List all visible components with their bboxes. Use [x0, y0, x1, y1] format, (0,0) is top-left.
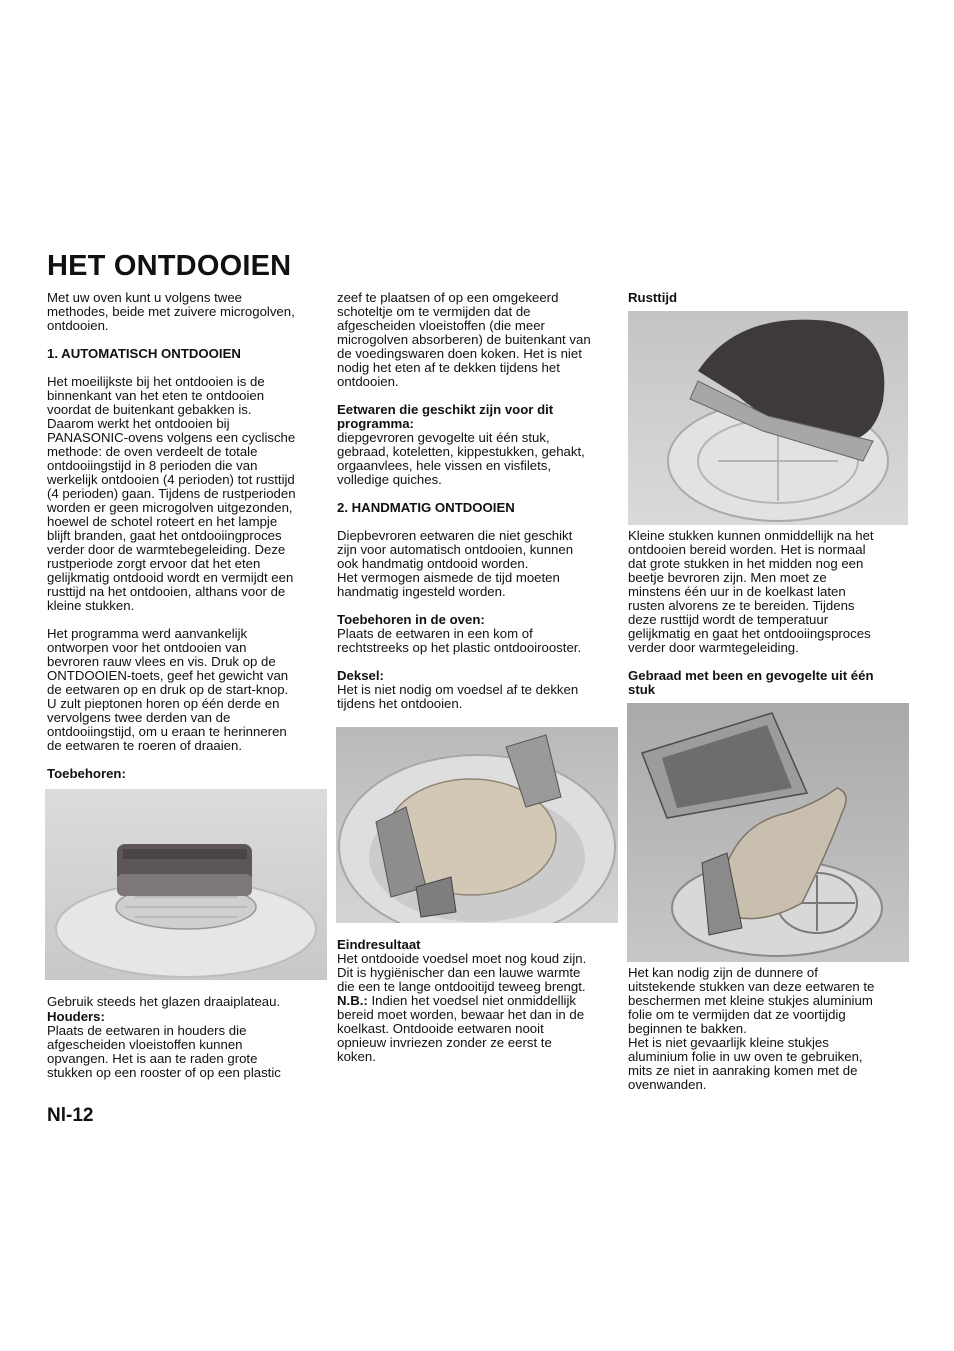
photo-meat-on-glass-plate: [45, 789, 327, 980]
photo-chicken-leg-with-foil: [627, 703, 909, 962]
subheading-deksel: Deksel:: [337, 668, 384, 683]
subheading-houders: Houders:: [47, 1009, 105, 1024]
column-right: [628, 291, 910, 305]
intro-paragraph: Met uw oven kunt u volgens twee methodes, beide met zuivere microgolven, ontdooien.: [47, 290, 295, 333]
paragraph-houders: Plaats de eetwaren in houders die afgescheiden vloeistoffen kunnen opvangen. Het is aan te raden grote stukken op een rooster of op een plastic: [47, 1023, 281, 1080]
paragraph-deksel: Het is niet nodig om voedsel af te dekken tijdens het ontdooien.: [337, 682, 579, 711]
nb-text: Indien het voedsel niet onmiddellijk bereid moet worden, bewaar het dan in de koelkast. Ontdooide eetwaren nooit opnieuw invriezen zonder ze eerst te koken.: [337, 993, 585, 1064]
paragraph-handmatig: Diepbevroren eetwaren die niet geschikt zijn voor automatisch ontdooien, kunnen ook handmatig ontdooid worden. Het vermogen aismede de tijd moeten handmatig ingesteld worden.: [337, 528, 574, 599]
paragraph-geschikte-eetwaren: diepgevroren gevogelte uit één stuk, gebraad, koteletten, kippestukken, gehakt, orgaanvlees, hele vissen en visfilets, volledige quiches.: [337, 430, 585, 487]
paragraph-automatisch-2: Het programma werd aanvankelijk ontworpen voor het ontdooien van bevroren rauw vlees en vis. Druk op de ONTDOOIEN-toets, geef het gewicht van de eetwaren op en druk op de start-knop. U zult pieptonen horen op één derde en vervolgens twee derden van de ontdooiingstijd, om u eraan te herinneren de eetwaren te roeren of draaien.: [47, 626, 289, 753]
column-left: [47, 291, 325, 781]
column-right-middle: [628, 529, 910, 697]
paragraph-toebehoren-oven: Plaats de eetwaren in een kom of rechtstreeks op het plastic ontdooirooster.: [337, 626, 582, 655]
paragraph-eindresultaat: Het ontdooide voedsel moet nog koud zijn. Dit is hygiënischer dan een lauwe warmte die een te lange ontdooitijd teweeg brengt.: [337, 951, 587, 994]
subheading-geschikte-eetwaren: Eetwaren die geschikt zijn voor dit programma:: [337, 402, 554, 431]
caption-toebehoren: Gebruik steeds het glazen draaiplateau.: [47, 994, 281, 1010]
column-middle-bottom: [337, 938, 619, 1064]
paragraph-rusttijd: Kleine stukken kunnen onmiddellijk na het ontdooien bereid worden. Het is normaal dat grote stukken in het midden nog een beetje bevroren zijn. Men moet ze minstens één uur in de koelkast laten rusten alvorens ze te bereiden. Tijdens deze rusttijd wordt de temperatuur gelijkmatig en gaat het ontdooiingsproces verder door warmtegeleiding.: [628, 528, 874, 655]
subheading-eindresultaat: Eindresultaat: [337, 937, 421, 952]
photo-roast-on-rack: [628, 311, 908, 525]
section-heading-handmatig: 2. HANDMATIG ONTDOOIEN: [337, 500, 515, 515]
column-left-bottom: [47, 1010, 325, 1080]
section-heading-automatisch: 1. AUTOMATISCH ONTDOOIEN: [47, 346, 241, 361]
page-number: Nl-12: [47, 1105, 94, 1126]
column-right-bottom: [628, 966, 910, 1092]
subheading-rusttijd: Rusttijd: [628, 290, 678, 305]
nb-label: N.B.:: [337, 993, 368, 1008]
photo-chicken-with-foil: [336, 727, 618, 923]
column-middle: [337, 291, 619, 711]
subheading-toebehoren-oven: Toebehoren in de oven:: [337, 612, 485, 627]
page-title: HET ONTDOOIEN: [47, 250, 292, 282]
paragraph-automatisch-1: Het moeilijkste bij het ontdooien is de binnenkant van het eten te ontdooien voordat de buitenkant gebakken is. Daarom werkt het ontdooien bij PANASONIC-ovens volgens een cyclische methode: de oven verdeelt de totale ontdooiingstijd in 8 perioden die van werkelijk ontdooien (4 perioden) tot rusttijd (4 perioden) gaan. Tijdens de rustperioden worden er geen microgolven uitgezonden, hoewel de schotel roteert en het lampje blijft branden, gaat het ontdooiingproces verder door de warmtebegeleiding. Deze rustperiode zorgt ervoor dat het eten gelijkmatig ontdooid wordt en vermijdt een rusttijd na het ontdooien, althans voor de kleine stukken.: [47, 374, 296, 613]
paragraph-zeef: zeef te plaatsen of op een omgekeerd schoteltje om te vermijden dat de afgescheiden vloeistoffen (die meer microgolven absorberen) de buitenkant van de voedingswaren doen koken. Het is niet nodig het eten af te dekken tijdens het ontdooien.: [337, 290, 591, 389]
subheading-toebehoren: Toebehoren:: [47, 766, 126, 781]
subheading-gebraad-met-been: Gebraad met been en gevogelte uit één stuk: [628, 668, 874, 697]
paragraph-gebraad-met-been: Het kan nodig zijn de dunnere of uitstekende stukken van deze eetwaren te beschermen met kleine stukjes aluminium folie om te vermijden dat ze voortijdig beginnen te bakken. Het is niet gevaarlijk kleine stukjes aluminium folie in uw oven te gebruiken, mits ze niet in aanraking komen met de ovenwanden.: [628, 965, 875, 1092]
paragraph-nb: [337, 994, 619, 1064]
